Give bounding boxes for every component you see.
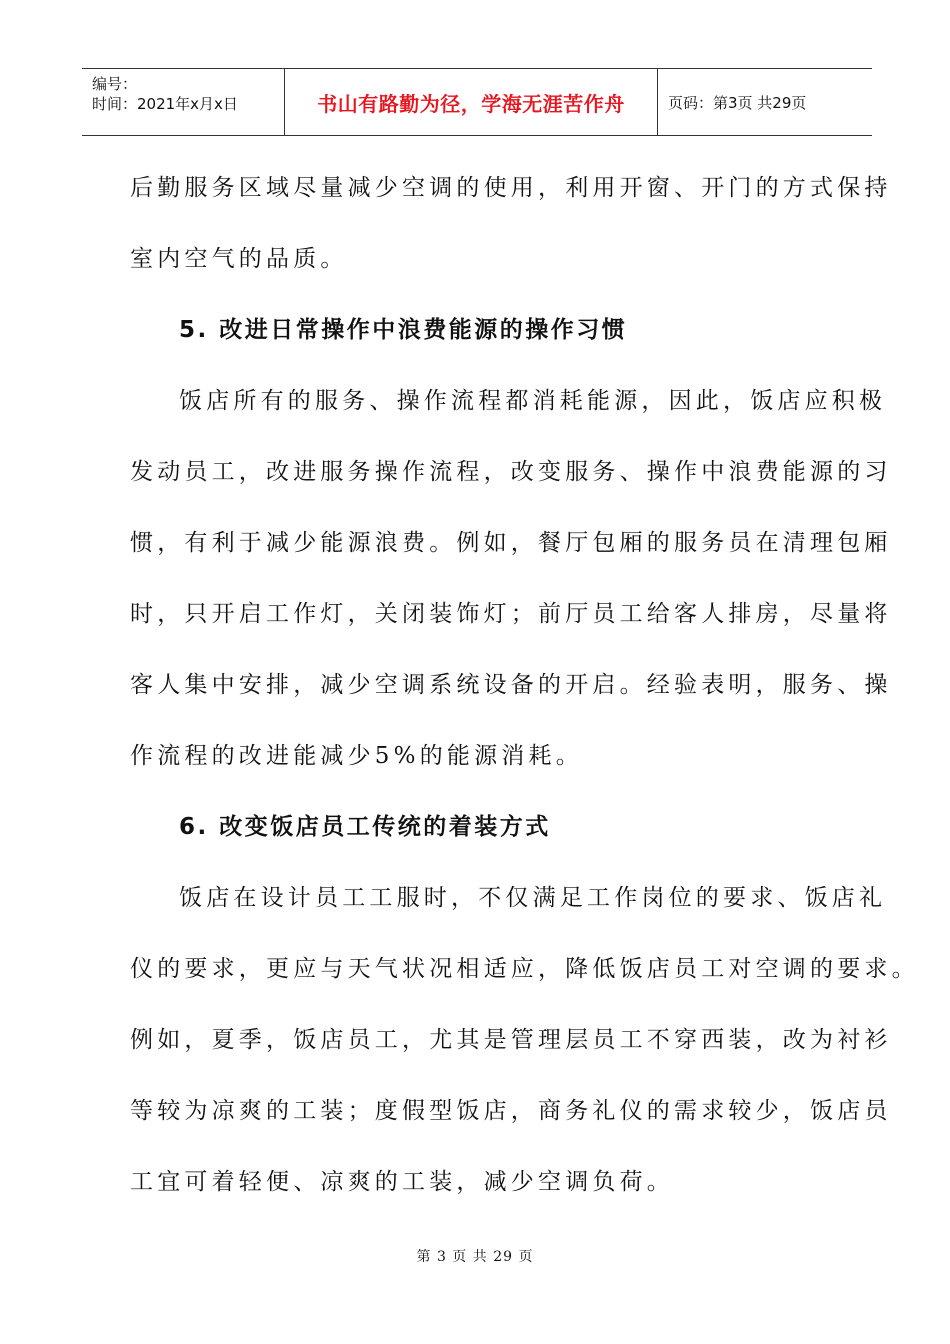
body-line: 工宜可着轻便、凉爽的工装，减少空调负荷。 [130, 1169, 674, 1195]
page-footer: 第 3 页 共 29 页 [416, 1249, 534, 1265]
body-line: 惯，有利于减少能源浪费。例如，餐厅包厢的服务员在清理包厢 [130, 530, 892, 556]
body-line: 客人集中安排，减少空调系统设备的开启。经验表明，服务、操 [130, 672, 892, 698]
body-line: 室内空气的品质。 [130, 246, 348, 272]
body-line: 等较为凉爽的工装；度假型饭店，商务礼仪的需求较少，饭店员 [130, 1098, 892, 1124]
page-header [82, 68, 872, 136]
body-line: 例如，夏季，饭店员工，尤其是管理层员工不穿西装，改为衬衫 [130, 1027, 892, 1053]
body-line: 饭店所有的服务、操作流程都消耗能源，因此，饭店应积极 [179, 388, 887, 414]
document-date-label: 时间：2021年x月x日 [92, 95, 238, 113]
header-meta [82, 69, 285, 135]
section-heading-6: 6. 改变饭店员工传统的着装方式 [179, 814, 551, 840]
section-heading-5: 5. 改进日常操作中浪费能源的操作习惯 [179, 317, 628, 343]
body-line: 仪的要求，更应与天气状况相适应，降低饭店员工对空调的要求。 [130, 956, 919, 982]
document-body [130, 160, 919, 1225]
body-line: 饭店在设计员工工服时，不仅满足工作岗位的要求、饭店礼 [179, 885, 887, 911]
body-line: 作流程的改进能减少5%的能源消耗。 [130, 743, 583, 769]
document-number-label: 编号： [92, 75, 138, 93]
body-line: 后勤服务区域尽量减少空调的使用，利用开窗、开门的方式保持 [130, 175, 892, 201]
body-line: 时，只开启工作灯，关闭装饰灯；前厅员工给客人排房，尽量将 [130, 601, 892, 627]
header-page-info: 页码：第3页 共29页 [668, 93, 807, 112]
header-motto: 书山有路勤为径，学海无涯苦作舟 [285, 69, 658, 135]
body-line: 发动员工，改进服务操作流程，改变服务、操作中浪费能源的习 [130, 459, 892, 485]
